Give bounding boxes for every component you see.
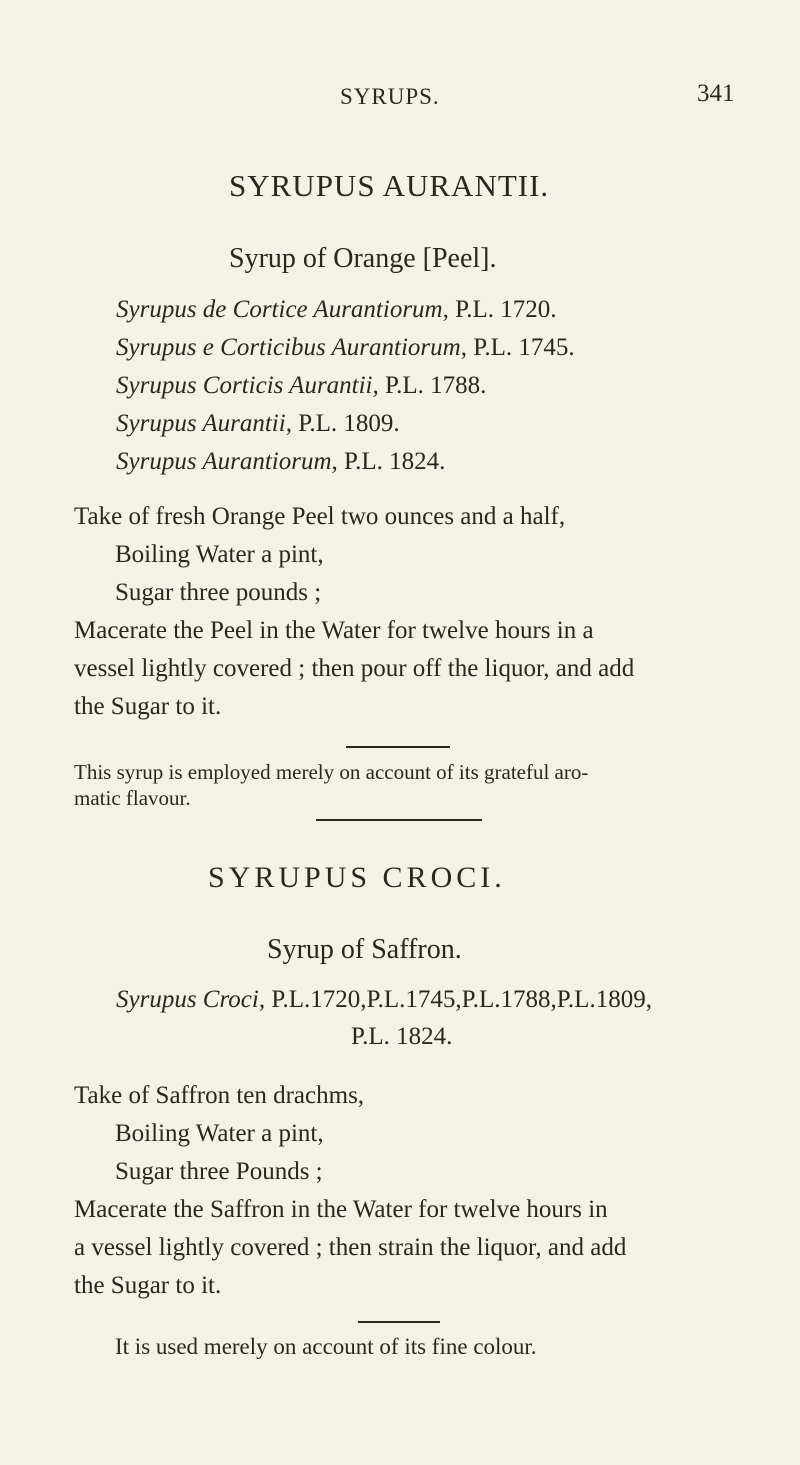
synonym-name: Syrupus de Cortice Aurantiorum, [116, 296, 449, 323]
recipe-line: vessel lightly covered ; then pour off the liquor, and add [74, 655, 635, 682]
synonym-line [116, 296, 557, 324]
recipe-line: Boiling Water a pint, [115, 1120, 324, 1147]
synonym-name: Syrupus e Corticibus Aurantiorum, [116, 334, 467, 361]
synonym-line [116, 334, 575, 362]
recipe-line: Boiling Water a pint, [115, 541, 324, 568]
synonym-ref: P.L. 1824. [344, 448, 446, 475]
recipe-line: Sugar three Pounds ; [115, 1158, 323, 1185]
recipe-line: the Sugar to it. [74, 1272, 222, 1299]
section-divider-long [316, 819, 482, 821]
note-line: It is used merely on account of its fine colour. [115, 1334, 537, 1359]
section-divider-short [346, 746, 450, 748]
synonym-ref: P.L. 1809. [298, 410, 400, 437]
section-subtitle-aurantii: Syrup of Orange [Peel]. [229, 243, 497, 274]
synonym-name: Syrupus Aurantiorum, [116, 448, 338, 475]
note-line: matic flavour. [74, 786, 191, 810]
synonym-ref: P.L. 1788. [385, 372, 487, 399]
recipe-line: Take of fresh Orange Peel two ounces and a half, [74, 503, 566, 530]
note-line: This syrup is employed merely on account of its grateful aro- [74, 760, 589, 784]
synonym-ref: P.L. 1745. [473, 334, 575, 361]
synonym-line [116, 372, 486, 400]
recipe-line: Macerate the Saffron in the Water for twelve hours in [74, 1196, 608, 1223]
synonym-line [116, 986, 652, 1014]
section-divider-short [358, 1321, 440, 1323]
page-number: 341 [697, 80, 735, 107]
section-title-aurantii: SYRUPUS AURANTII. [229, 168, 550, 203]
recipe-line: Take of Saffron ten drachms, [74, 1082, 365, 1109]
synonym-ref: P.L.1720,P.L.1745,P.L.1788,P.L.1809, [271, 986, 652, 1013]
recipe-line: Macerate the Peel in the Water for twelve hours in a [74, 617, 594, 644]
synonym-line [116, 410, 400, 438]
running-header: SYRUPS. [340, 84, 440, 109]
synonym-name: Syrupus Croci, [116, 986, 266, 1013]
synonym-line [116, 448, 445, 476]
section-subtitle-croci: Syrup of Saffron. [267, 934, 462, 965]
synonym-ref-continued: P.L. 1824. [351, 1023, 453, 1050]
synonym-name: Syrupus Corticis Aurantii, [116, 372, 379, 399]
synonym-name: Syrupus Aurantii, [116, 410, 292, 437]
recipe-line: the Sugar to it. [74, 693, 222, 720]
section-title-croci: SYRUPUS CROCI. [208, 861, 506, 894]
recipe-line: Sugar three pounds ; [115, 579, 322, 606]
recipe-line: a vessel lightly covered ; then strain the liquor, and add [74, 1234, 627, 1261]
synonym-ref: P.L. 1720. [455, 296, 557, 323]
